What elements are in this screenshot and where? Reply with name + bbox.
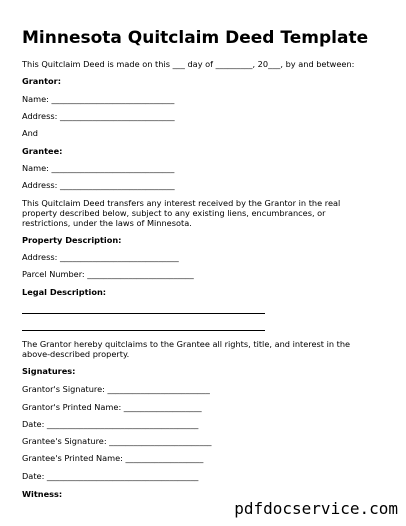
grantee-address-field: Address: ____________________________ bbox=[22, 180, 175, 190]
parcel-number-field: Parcel Number: __________________________ bbox=[22, 269, 194, 279]
grantee-printed-name-field: Grantee's Printed Name: ___________________ bbox=[22, 453, 204, 463]
grantor-address-field: Address: ____________________________ bbox=[22, 111, 175, 121]
grantee-heading: Grantee: bbox=[22, 146, 63, 156]
page-title: Minnesota Quitclaim Deed Template bbox=[22, 28, 369, 48]
transfer-paragraph: This Quitclaim Deed transfers any interest received by the Grantor in the real property described below, subject to any existing liens, encumbrances, or restrictions, under the laws of Minnesota. bbox=[22, 198, 341, 228]
grantor-printed-name-field: Grantor's Printed Name: ___________________ bbox=[22, 402, 202, 412]
intro-line: This Quitclaim Deed is made on this ___ day of _________, 20___, by and between: bbox=[22, 59, 355, 69]
grantee-signature-field: Grantee's Signature: _________________________ bbox=[22, 436, 212, 446]
legal-heading: Legal Description: bbox=[22, 287, 107, 297]
quitclaim-paragraph: The Grantor hereby quitclaims to the Grantee all rights, title, and interest in the above-described property. bbox=[22, 339, 351, 359]
witness-heading: Witness: bbox=[22, 489, 63, 499]
grantee-name-field: Name: ______________________________ bbox=[22, 163, 175, 173]
grantor-heading: Grantor: bbox=[22, 76, 61, 86]
property-heading: Property Description: bbox=[22, 235, 122, 245]
grantor-name-field: Name: ______________________________ bbox=[22, 94, 175, 104]
legal-description-line-2 bbox=[22, 330, 265, 331]
grantor-date-field: Date: _____________________________________ bbox=[22, 419, 199, 429]
grantee-date-field: Date: _____________________________________ bbox=[22, 471, 199, 481]
signatures-heading: Signatures: bbox=[22, 366, 76, 376]
and-text: And bbox=[22, 128, 38, 138]
property-address-field: Address: _____________________________ bbox=[22, 252, 179, 262]
watermark: pdfdocservice.com bbox=[234, 499, 398, 518]
grantor-signature-field: Grantor's Signature: _________________________ bbox=[22, 384, 210, 394]
legal-description-line-1 bbox=[22, 313, 265, 314]
